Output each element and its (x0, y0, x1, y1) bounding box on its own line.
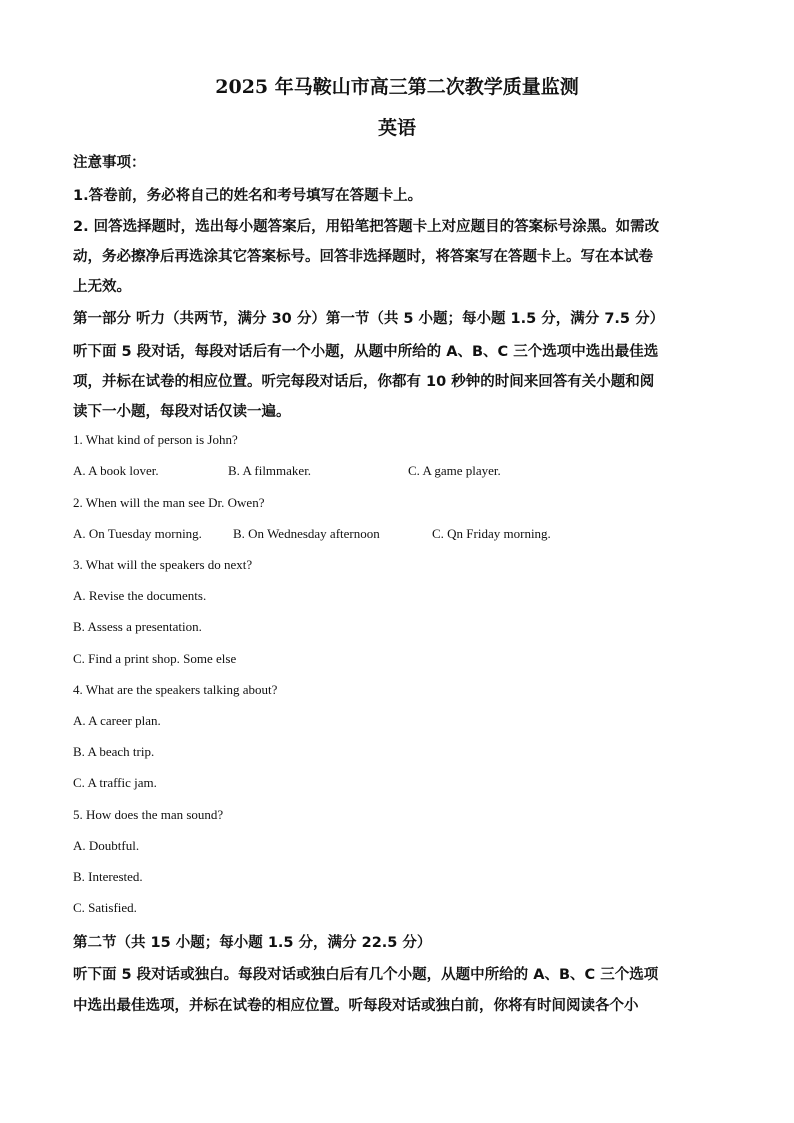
question-1: 1. What kind of person is John? (73, 432, 238, 447)
question-5-option-c: C. Satisfied. (73, 900, 137, 915)
part2-instruction-line-2: 中选出最佳选项，并标在试卷的相应位置。听每段对话或独白前，你将有时间阅读各个小 (73, 998, 639, 1014)
exam-subject: 英语 (377, 117, 416, 139)
question-2-option-c: C. Qn Friday morning. (432, 526, 551, 541)
question-3-option-a: A. Revise the documents. (73, 588, 207, 603)
question-2: 2. When will the man see Dr. Owen? (73, 495, 265, 510)
question-1-option-b: B. A filmmaker. (228, 463, 312, 478)
question-5-option-b: B. Interested. (73, 869, 143, 884)
question-3-option-b: B. Assess a presentation. (73, 619, 202, 634)
part1-instruction-line-2: 项，并标在试卷的相应位置。听完每段对话后，你都有 10 秒钟的时间来回答有关小题和阅 (73, 374, 655, 390)
question-5: 5. How does the man sound? (73, 807, 224, 822)
question-1-option-a: A. A book lover. (73, 463, 159, 478)
question-4: 4. What are the speakers talking about? (73, 682, 278, 697)
part1-instruction-line-1: 听下面 5 段对话，每段对话后有一个小题，从题中所给的 A、B、C 三个选项中选出最佳选 (73, 344, 659, 360)
exam-title: 2025 年马鞍山市高三第二次教学质量监测 (215, 76, 579, 98)
notice-item-2-line-3: 上无效。 (73, 279, 131, 295)
part1-heading: 第一部分 听力（共两节，满分 30 分）第一节（共 5 小题；每小题 1.5 分，满分 7.5 分） (73, 311, 665, 327)
question-3: 3. What will the speakers do next? (73, 557, 253, 572)
notice-item-2-line-1: 2. 回答选择题时，选出每小题答案后，用铅笔把答题卡上对应题目的答案标号涂黑。如需改 (73, 219, 660, 235)
part2-heading: 第二节（共 15 小题；每小题 1.5 分，满分 22.5 分） (73, 935, 432, 951)
question-4-option-b: B. A beach trip. (73, 744, 155, 759)
question-1-option-c: C. A game player. (408, 463, 501, 478)
part1-instruction-line-3: 读下一小题，每段对话仅读一遍。 (73, 404, 291, 420)
question-2-option-a: A. On Tuesday morning. (73, 526, 202, 541)
part2-instruction-line-1: 听下面 5 段对话或独白。每段对话或独白后有几个小题，从题中所给的 A、B、C 三个选项 (73, 967, 659, 983)
question-3-option-c: C. Find a print shop. Some else (73, 651, 237, 666)
question-5-option-a: A. Doubtful. (73, 838, 140, 853)
notice-item-1: 1.答卷前，务必将自己的姓名和考号填写在答题卡上。 (73, 188, 423, 204)
notice-heading: 注意事项： (73, 155, 146, 171)
question-2-option-b: B. On Wednesday afternoon (233, 526, 380, 541)
question-4-option-c: C. A traffic jam. (73, 775, 157, 790)
question-4-option-a: A. A career plan. (73, 713, 161, 728)
notice-item-2-line-2: 动，务必擦净后再选涂其它答案标号。回答非选择题时，将答案写在答题卡上。写在本试卷 (73, 249, 653, 265)
